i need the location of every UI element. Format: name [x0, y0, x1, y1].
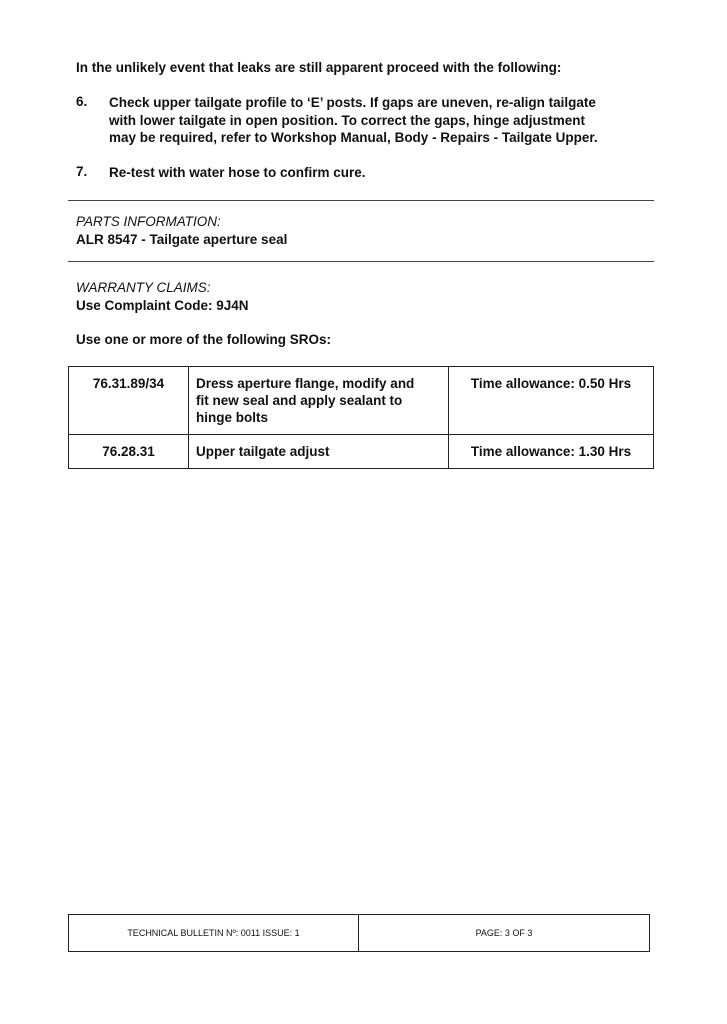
sro-code: 76.28.31: [69, 435, 189, 469]
sro-time: Time allowance: 1.30 Hrs: [449, 435, 654, 469]
bulletin-number: TECHNICAL BULLETIN Nº: 0011 ISSUE: 1: [69, 915, 359, 951]
divider: [68, 261, 654, 262]
sro-description-line: hinge bolts: [196, 410, 268, 425]
sro-table: [68, 366, 654, 469]
page-number: PAGE: 3 OF 3: [475, 928, 533, 938]
sro-description: [189, 367, 449, 435]
warranty-heading: WARRANTY CLAIMS:: [76, 280, 211, 295]
step-text: [109, 164, 645, 182]
sro-description: [189, 435, 449, 469]
divider: [68, 200, 654, 201]
table-row: [69, 435, 654, 469]
sro-description-line: Dress aperture flange, modify and: [196, 376, 415, 391]
step-number: 7.: [76, 164, 88, 179]
sro-code: 76.31.89/34: [69, 367, 189, 435]
step-text: [109, 94, 645, 147]
sro-description-line: fit new seal and apply sealant to: [196, 393, 403, 408]
intro-text: In the unlikely event that leaks are still apparent proceed with the following:: [76, 60, 562, 75]
step-number: 6.: [76, 94, 88, 109]
complaint-code: Use Complaint Code: 9J4N: [76, 298, 249, 313]
sro-time: Time allowance: 0.50 Hrs: [449, 367, 654, 435]
step-line: Check upper tailgate profile to ‘E’ posts. If gaps are uneven, re-align tailgate: [109, 95, 596, 110]
page-footer: [68, 914, 650, 952]
parts-item: ALR 8547 - Tailgate aperture seal: [76, 232, 288, 247]
step-line: may be required, refer to Workshop Manual, Body - Repairs - Tailgate Upper.: [109, 130, 598, 145]
step-line: with lower tailgate in open position. To correct the gaps, hinge adjustment: [109, 112, 586, 128]
sro-intro: Use one or more of the following SROs:: [76, 332, 332, 347]
parts-heading: PARTS INFORMATION:: [76, 214, 221, 229]
table-row: [69, 367, 654, 435]
step-line: Re-test with water hose to confirm cure.: [109, 165, 366, 180]
sro-description-line: Upper tailgate adjust: [196, 444, 330, 459]
